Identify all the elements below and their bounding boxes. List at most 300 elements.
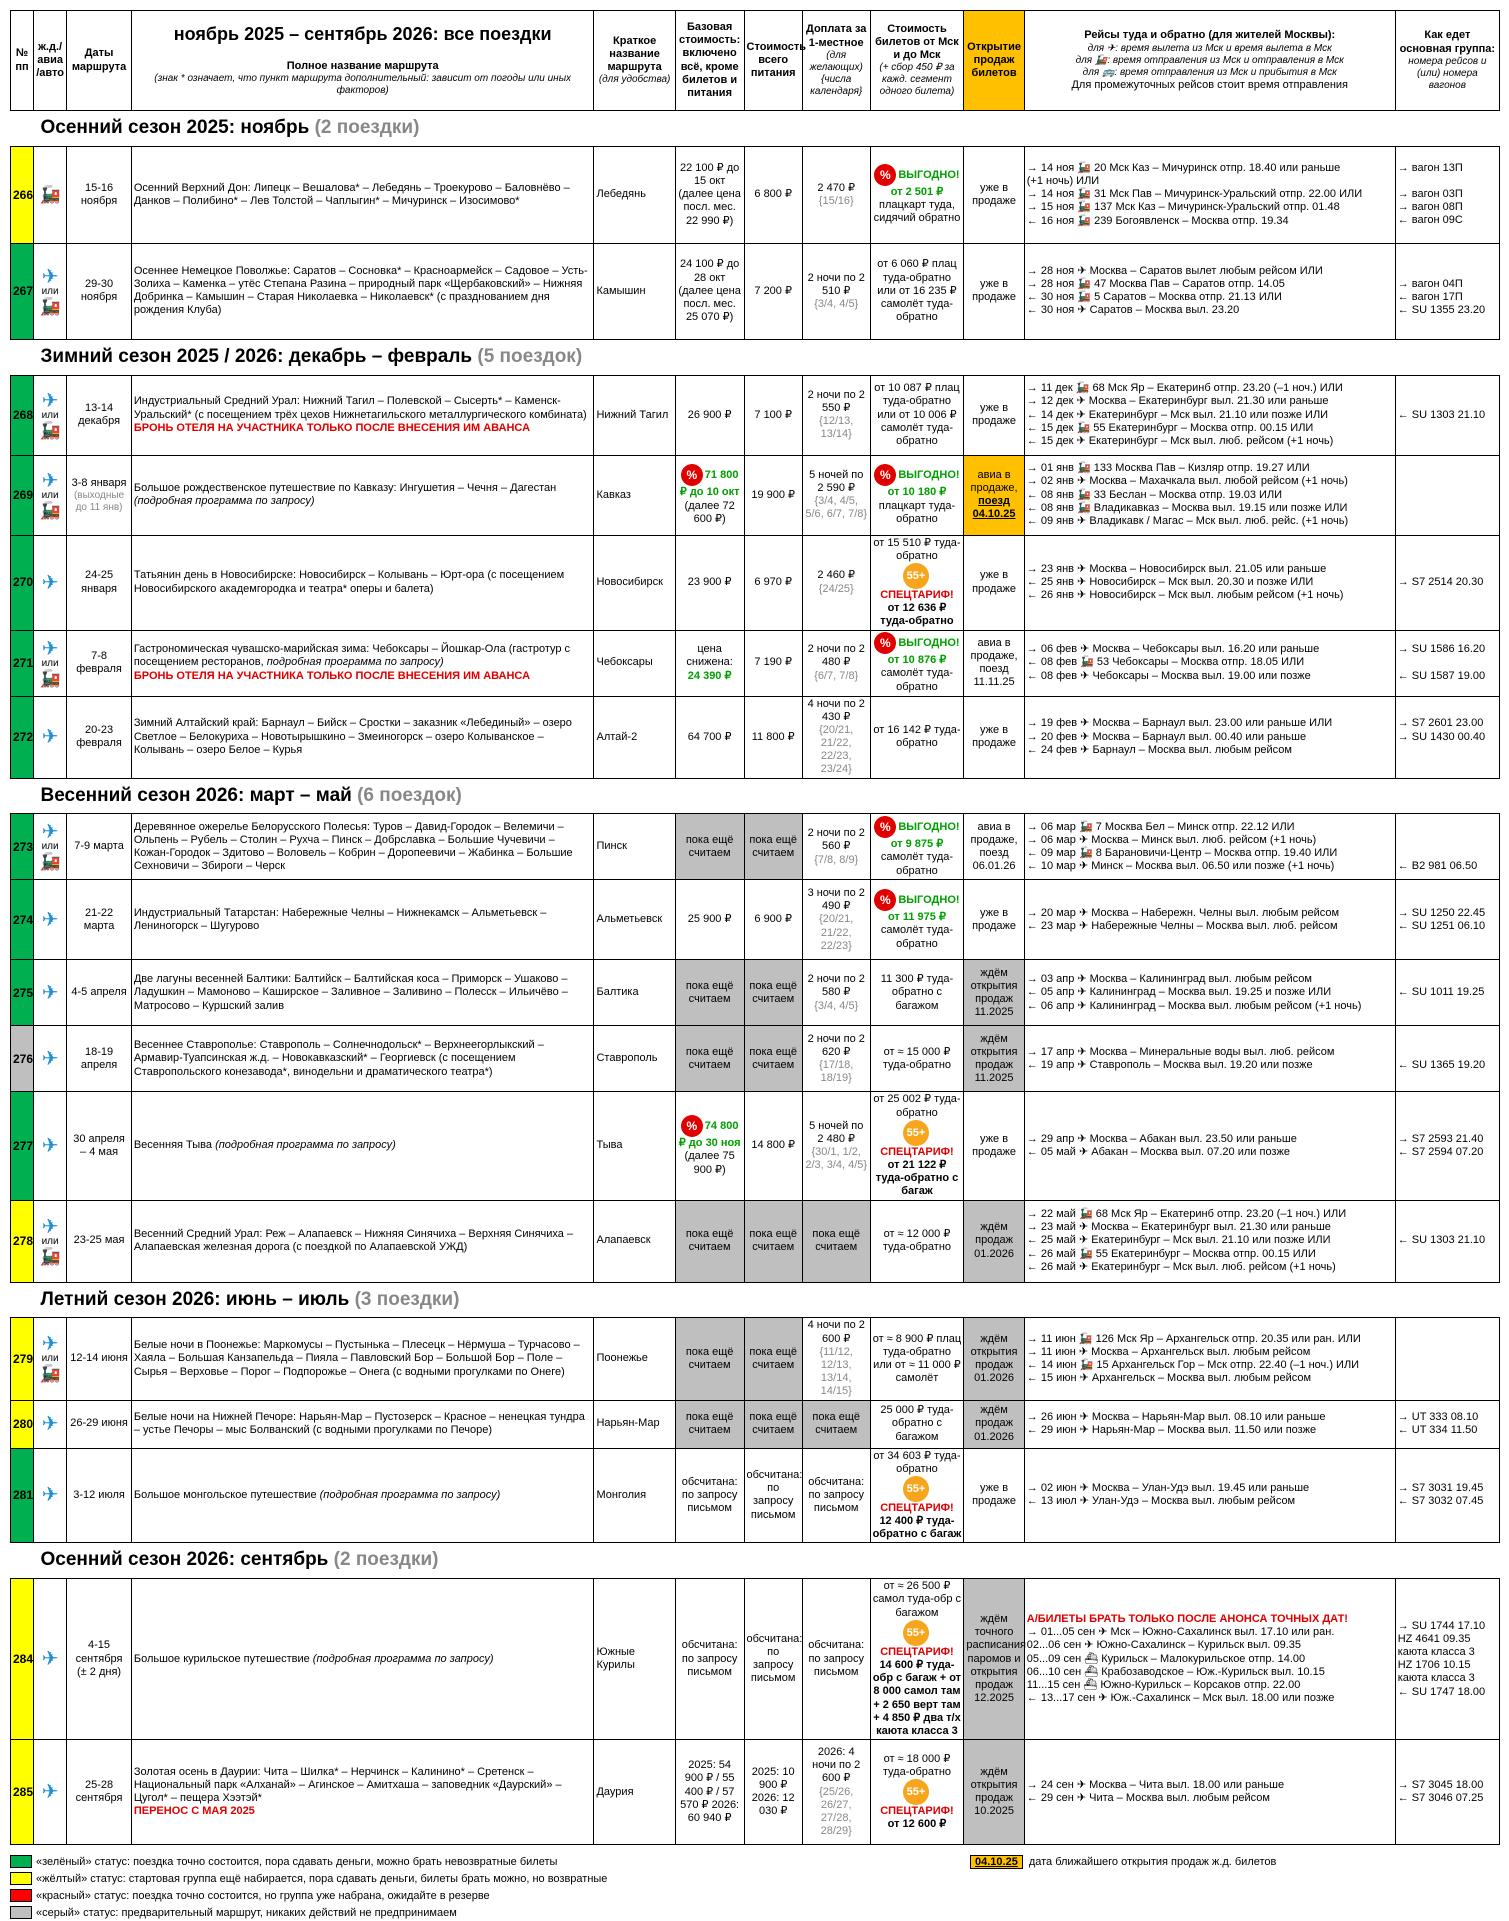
flight-line: ← 15 июн ✈ Архангельск – Москва выл. любым рейсом [1026, 1372, 1312, 1385]
text: ждём точного расписания паромов и открытия продаж 12.2025 [966, 1613, 1026, 1705]
text: цена снижена: [686, 643, 733, 669]
plane-icon: ✈ [41, 1135, 59, 1158]
text: уже в продаже [972, 278, 1017, 304]
trip-row [11, 1400, 1500, 1448]
group-flights [1395, 1740, 1499, 1845]
food-price [744, 696, 802, 778]
season-count: (2 поездки) [314, 117, 420, 138]
text: {11/12, 12/13, 13/14, 14/15} [819, 1345, 853, 1398]
text: Белые ночи в Поонежье: Маркомусы – Пустынька – Плесецк – Нёрмуша – Турчасово – Хаяла – Большая Канзапельда – Пияла – Павловский Бор – Большой Бор – Поле – Сырья – Верховье – Порог – Подпорожье – Онега (с водными прогулками по Онеге) [133, 1339, 580, 1378]
text: пока ещё считаем [749, 1345, 797, 1371]
group-line: → вагон 04П [1397, 278, 1463, 291]
flights-list [1024, 375, 1395, 455]
text: 64 700 ₽ [687, 730, 732, 743]
sales-open [964, 243, 1024, 339]
season-header [11, 1282, 1500, 1318]
route-name [131, 960, 594, 1026]
season-count: (2 поездки) [333, 1549, 439, 1571]
text: 3 ночи по 2 490 ₽ [807, 886, 865, 913]
flights-list [1024, 1400, 1395, 1448]
group-line: ← вагон 09С [1397, 214, 1463, 227]
group-line [1398, 1248, 1497, 1261]
text: ждём открытия продаж 10.2025 [970, 1765, 1018, 1818]
group-line: ← SU 1251 06.10 [1397, 919, 1486, 932]
text: 4-15 сентября (± 2 дня) [75, 1639, 123, 1678]
group-flights [1395, 814, 1499, 880]
short-name [594, 696, 675, 778]
text: 7 190 ₽ [754, 656, 792, 669]
flight-line: → 23 янв ✈ Москва – Новосибирск выл. 21.05 или раньше [1026, 562, 1327, 575]
text: 2026: 4 ночи по 2 600 ₽ [812, 1745, 861, 1785]
single-supplement [802, 375, 870, 455]
text: Индустриальный Средний Урал: Нижний Тагил – Полевской – Сысерть* – Каменск-Уральский* (с посещением трёх цехов Нижнетагильского металлургического комбината) [133, 395, 587, 421]
trip-dates [67, 1026, 132, 1092]
flight-line: → 17 апр ✈ Москва – Минеральные воды выл. люб. рейсом [1026, 1045, 1335, 1058]
text: от ≈ 8 900 ₽ плац туда-обратно или от ≈ 11 000 ₽ самолёт [872, 1332, 962, 1385]
flight-line: ← 26 янв ✈ Новосибирск – Мск выл. любым рейсом (+1 ночь) [1026, 589, 1344, 602]
route-name [131, 880, 594, 960]
trip-num: 270 [13, 575, 34, 590]
flight-line: ← 19 апр ✈ Ставрополь – Москва выл. 19.20 или позже [1026, 1058, 1313, 1071]
page-title: ноябрь 2025 – сентябрь 2026: все поездки [173, 24, 552, 45]
text: Поонежье [596, 1352, 648, 1365]
short-name [594, 1092, 675, 1200]
group-line [1398, 847, 1497, 860]
tickets-price [870, 535, 964, 630]
trip-dates [67, 243, 132, 339]
text: 14 600 ₽ туда-обр с багаж + от 8 000 самол там + 2 650 верт там + 4 850 ₽ два т/х каюта класса 3 [872, 1658, 962, 1737]
plane-icon: ✈ [41, 571, 59, 594]
flight-line: ← 16 ноя 🚂 239 Богоявленск – Москва отпр. 19.34 [1026, 214, 1289, 227]
text: ждём открытия продаж 11.2025 [970, 966, 1018, 1019]
group-flights [1395, 696, 1499, 778]
route-name [131, 146, 594, 243]
group-flights [1395, 1318, 1499, 1400]
flight-line: → 06 фев ✈ Москва – Чебоксары выл. 16.20 или раньше [1026, 643, 1320, 656]
or-label: или [41, 285, 59, 297]
text: пока ещё считаем [812, 1227, 861, 1254]
group-line [1398, 1372, 1497, 1385]
food-price [744, 1200, 802, 1282]
trip-number [11, 1026, 34, 1092]
flight-line: → 11 июн 🚂 126 Мск Яр – Архангельск отпр. 20.35 или ран. ИЛИ [1026, 1332, 1361, 1345]
group-line [1398, 1000, 1497, 1013]
text: 7 100 ₽ [754, 408, 792, 421]
table-header [11, 11, 1500, 111]
group-line: ← SU 1355 23.20 [1397, 304, 1486, 317]
train-icon: 🚂 [39, 500, 61, 520]
single-supplement [802, 146, 870, 243]
text: от 2 501 ₽ [890, 186, 944, 199]
flights-list [1024, 1579, 1395, 1740]
train-icon: 🚂 [39, 420, 61, 440]
short-name [594, 1579, 675, 1740]
text: от 21 122 ₽ туда-обратно с багаж [875, 1159, 959, 1198]
text: 3-12 июля [73, 1488, 125, 1501]
transport-icons [33, 1740, 66, 1845]
trip-num: 275 [13, 985, 34, 1000]
flights-warning: А/БИЛЕТЫ БРАТЬ ТОЛЬКО ПОСЛЕ АНОНСА ТОЧНЫХ ДАТ! [1026, 1613, 1348, 1626]
flights-list [1024, 880, 1395, 960]
flight-line: → 28 ноя 🚂 47 Москва Пав – Саратов отпр. 14.05 [1026, 278, 1285, 291]
legend-red: «красный» статус: поездка точно состоится, но группа уже набрана, ожидайте в резерве [10, 1887, 1509, 1904]
text: Даурия [596, 1785, 634, 1798]
single-supplement [802, 1448, 870, 1543]
short-name [594, 1400, 675, 1448]
text: 12 400 ₽ туда-обратно с багаж [872, 1515, 962, 1541]
group-line: ← SU 1747 18.00 [1397, 1685, 1486, 1698]
tickets-price [870, 880, 964, 960]
flight-line: ← 09 янв ✈ Владикавк / Магас – Мск выл. люб. рейс. (+1 ночь) [1026, 514, 1349, 527]
plane-icon: ✈ [41, 1413, 59, 1435]
tickets-price [870, 814, 964, 880]
text: Камышин [596, 284, 646, 297]
text: плацкарт туда-обратно [878, 499, 956, 525]
trip-num: 284 [13, 1651, 34, 1666]
group-line: ← SU 1365 19.20 [1397, 1058, 1486, 1071]
group-line [1398, 265, 1497, 278]
plane-icon: ✈ [41, 821, 59, 844]
single-supplement [802, 696, 870, 778]
flights-list [1024, 630, 1395, 696]
text: {7/8, 8/9} [814, 853, 859, 866]
flight-line: ← 10 мар ✈ Минск – Москва выл. 06.50 или позже (+1 ночь) [1026, 860, 1335, 873]
group-flights [1395, 630, 1499, 696]
text: обсчитана: по запросу письмом [746, 1632, 803, 1685]
sales-open [964, 814, 1024, 880]
sales-open [964, 960, 1024, 1026]
text: от 34 603 ₽ туда-обратно [873, 1449, 961, 1475]
transport-icons [33, 455, 66, 535]
season-title [11, 111, 1500, 147]
flights-list [1024, 1448, 1395, 1543]
sales-open [964, 1026, 1024, 1092]
group-line: → S7 2601 23.00 [1397, 717, 1484, 730]
trip-num: 285 [13, 1784, 34, 1799]
or-label: или [41, 489, 59, 501]
text: от 11 975 ₽ [887, 911, 946, 924]
trip-num: 268 [13, 407, 34, 422]
trip-row [11, 535, 1500, 630]
base-price [675, 960, 744, 1026]
discount-icon: % [681, 1115, 703, 1137]
plane-icon: ✈ [41, 389, 59, 412]
group-line [1398, 1208, 1497, 1221]
flight-line: → 11 июн ✈ Москва – Архангельск выл. любым рейсом [1026, 1345, 1311, 1358]
season-name: Летний сезон 2026: июнь – июль [40, 1288, 350, 1310]
text: пока ещё считаем [685, 1410, 734, 1436]
flight-line: → 03 апр ✈ Москва – Калининград выл. любым рейсом [1026, 973, 1312, 986]
season-count: (5 поездок) [477, 345, 583, 367]
text: пока ещё считаем [749, 1410, 797, 1436]
text: 11 800 ₽ [751, 730, 795, 743]
trip-number [11, 146, 34, 243]
group-flights [1395, 1448, 1499, 1543]
plane-icon: ✈ [41, 726, 59, 749]
flight-line: → 06 мар ✈ Москва – Минск выл. люб. рейсом (+1 ночь) [1026, 833, 1317, 846]
text: {20/21, 21/22, 22/23} [819, 913, 854, 952]
text: {25/26, 26/27, 27/28, 28/29} [819, 1785, 854, 1838]
sales-open [964, 1400, 1024, 1448]
group-line [1398, 563, 1497, 576]
flight-line: → 20 фев ✈ Москва – Барнаул выл. 00.40 или раньше [1026, 730, 1307, 743]
text: Золотая осень в Даурии: Чита – Шилка* – Нерчинск – Калинино* – Сретенск – Национальный парк «Алханай» – Агинское – Амитхаша – заповедник «Даурский» – Цугол* – пещера Хээтэй* [133, 1765, 562, 1805]
text: ВЫГОДНО! [898, 469, 960, 482]
food-price [744, 1400, 802, 1448]
text: {3/4, 4/5} [814, 999, 859, 1012]
short-name [594, 1740, 675, 1845]
base-price [675, 243, 744, 339]
transport-icons [33, 1579, 66, 1740]
text: 24 390 ₽ [687, 669, 732, 682]
text: 7-8 февраля [76, 649, 122, 676]
short-name [594, 375, 675, 455]
route-name [131, 1200, 594, 1282]
text: 18-19 апреля [80, 1045, 118, 1071]
short-name [594, 880, 675, 960]
group-flights [1395, 375, 1499, 455]
text: Осеннее Немецкое Поволжье: Саратов – Сосновка* – Красноармейск – Садовое – Усть-Золиха – Каменка – утёс Степана Разина – природный парк «Щербаковский» – Нижняя Добринка – Камышин – Старая Николаевка – Николаевск* (с празднованием дня рождения Клуба) [133, 264, 588, 317]
text: 21-22 марта [83, 906, 115, 932]
transport-icons [33, 535, 66, 630]
text: ВЫГОДНО! [898, 168, 960, 181]
group-line: → S7 2593 21.40 [1397, 1132, 1484, 1145]
tickets-price [870, 455, 964, 535]
text: 6 900 ₽ [754, 913, 792, 926]
single-supplement [802, 535, 870, 630]
discount-icon: % [681, 464, 703, 486]
trips-table [10, 10, 1500, 1845]
flight-line: (+1 ночь) ИЛИ [1026, 175, 1100, 188]
trip-num: 269 [13, 487, 34, 502]
base-price [675, 146, 744, 243]
flight-line: ← 30 ноя 🚂 5 Саратов – Москва отпр. 21.13 ИЛИ [1026, 291, 1282, 304]
text: от ≈ 26 500 ₽ самол туда-обр с багажом [872, 1580, 962, 1619]
text: Большое монгольское путешествие [133, 1488, 317, 1501]
food-price [744, 1740, 802, 1845]
text: ждём продаж 01.2026 [974, 1404, 1014, 1443]
base-price [675, 1579, 744, 1740]
text: 71 800 ₽ до 10 окт [679, 469, 740, 499]
text: 6 800 ₽ [754, 188, 792, 201]
age-55-icon: 55+ [903, 1120, 929, 1146]
trip-row [11, 146, 1500, 243]
or-label: или [41, 1235, 59, 1247]
sales-open [964, 146, 1024, 243]
season-header [11, 1543, 1500, 1579]
short-name [594, 1200, 675, 1282]
single-supplement [802, 880, 870, 960]
trip-row [11, 1448, 1500, 1543]
group-flights [1395, 146, 1499, 243]
route-name [131, 1318, 594, 1400]
group-line: ← SU 1011 19.25 [1397, 986, 1485, 999]
trip-dates [67, 630, 132, 696]
flights-list [1024, 455, 1395, 535]
trip-row [11, 1092, 1500, 1200]
flight-line: ← 15 дек ✈ Екатеринбург – Мск выл. люб. рейсом (+1 ночь) [1026, 434, 1334, 447]
group-line: → SU 1250 22.45 [1397, 906, 1486, 919]
tickets-price [870, 1318, 964, 1400]
transport-icons [33, 1026, 66, 1092]
text: (подробная программа по запросу) [319, 1488, 501, 1501]
flights-list [1024, 814, 1395, 880]
flight-line: → 14 ноя 🚂 31 Мск Пав – Мичуринск-Уральский отпр. 22.00 ИЛИ [1026, 188, 1363, 201]
text: (выходные до 11 янв) [73, 489, 125, 513]
col-open: Открытие продаж билетов [964, 11, 1024, 111]
sales-open [964, 1740, 1024, 1845]
trip-dates [67, 1740, 132, 1845]
group-line: ← S7 3046 07.25 [1397, 1792, 1484, 1805]
group-line [1398, 1261, 1497, 1274]
short-name [594, 455, 675, 535]
group-flights [1395, 1026, 1499, 1092]
text: от 16 142 ₽ туда-обратно [873, 723, 961, 750]
plane-icon: ✈ [41, 1648, 59, 1671]
text: {12/13, 13/14} [819, 415, 854, 441]
food-price [744, 880, 802, 960]
flights-list [1024, 1318, 1395, 1400]
or-label: или [41, 841, 59, 853]
group-line [1398, 463, 1497, 476]
tickets-price [870, 375, 964, 455]
single-supplement [802, 630, 870, 696]
route-name [131, 814, 594, 880]
legend-green: «зелёный» статус: поездка точно состоится, пора сдавать деньги, можно брать невозвратные билеты [10, 1853, 1509, 1870]
group-line: → SU 1430 00.40 [1397, 730, 1486, 743]
text: Лебедянь [596, 188, 646, 201]
sales-open [964, 1448, 1024, 1543]
group-line: ← B2 981 06.50 [1397, 859, 1478, 872]
sales-open [964, 1579, 1024, 1740]
text: 2025: 10 900 ₽ 2026: 12 030 ₽ [751, 1765, 795, 1818]
group-flights [1395, 960, 1499, 1026]
tickets-price [870, 1026, 964, 1092]
trip-number [11, 960, 34, 1026]
text: Большое рождественское путешествие по Кавказу: Ингушетия – Чечня – Дагестан [133, 481, 557, 494]
tickets-price [870, 243, 964, 339]
text: Деревянное ожерелье Белорусского Полесья: Туров – Давид-Городок – Велемичи – Ольпень – Рубель – Столин – Рухча – Пинск – Добрславка – Большие Чучевичи – Кожан-Городок – Здитово – Воловель – Кобрин – Доропеевичи – Жабинка – Большие Сехновичи – Збироги – Черск [133, 820, 573, 873]
single-supplement [802, 960, 870, 1026]
text: от 15 510 ₽ туда-обратно [873, 536, 961, 562]
trip-dates [67, 375, 132, 455]
text: обсчитана: по запросу письмом [808, 1475, 865, 1515]
flight-line: ← 08 янв 🚂 Владикавказ – Москва выл. 19.15 или позже ИЛИ [1026, 501, 1348, 514]
text: 5 ночей по 2 480 ₽ [809, 1119, 864, 1145]
route-warning: БРОНЬ ОТЕЛЯ НА УЧАСТНИКА ТОЛЬКО ПОСЛЕ ВНЕСЕНИЯ ИМ АВАНСА [133, 421, 531, 434]
text: 26 900 ₽ [687, 408, 732, 421]
text: 2 ночи по 2 480 ₽ [807, 643, 865, 669]
text: уже в продаже [972, 723, 1017, 750]
base-price [675, 1318, 744, 1400]
sales-open [964, 535, 1024, 630]
text: авиа в продаже, [970, 468, 1018, 494]
sales-open [964, 1200, 1024, 1282]
text: Тыва [596, 1139, 623, 1152]
flight-line: ← 05 май ✈ Абакан – Москва выл. 07.20 или позже [1026, 1146, 1290, 1159]
trip-row [11, 243, 1500, 339]
col-short: Краткое название маршрута (для удобства) [594, 11, 675, 111]
discount-icon: % [874, 464, 896, 486]
flights-list [1024, 146, 1395, 243]
discount-icon: % [874, 164, 896, 186]
text: Южные Курилы [596, 1645, 636, 1672]
short-name [594, 535, 675, 630]
flight-line: → 01 янв 🚂 133 Москва Пав – Кизляр отпр. 19.27 ИЛИ [1026, 462, 1310, 475]
flights-list [1024, 1026, 1395, 1092]
group-line [1398, 657, 1497, 670]
age-55-icon: 55+ [903, 563, 929, 589]
base-price [675, 455, 744, 535]
text: (подробная программа по запросу) [133, 495, 315, 508]
text: СПЕЦТАРИФ! [880, 1645, 954, 1658]
food-price [744, 814, 802, 880]
flight-line: → 12 дек ✈ Москва – Екатеринбург выл. 21.30 или раньше [1026, 395, 1329, 408]
transport-icons [33, 1448, 66, 1543]
route-name [131, 375, 594, 455]
food-price [744, 535, 802, 630]
trip-number [11, 1740, 34, 1845]
tickets-price [870, 1200, 964, 1282]
col-food: Стоимость всего питания [744, 11, 802, 111]
trip-num: 271 [13, 655, 34, 670]
flight-line: ← 09 мар 🚂 8 Барановичи-Центр – Москва отпр. 19.40 ИЛИ [1026, 846, 1338, 859]
col-tickets: Стоимость билетов от Мск и до Мск (+ сбор 450 ₽ за кажд. сегмент одного билета) [870, 11, 964, 111]
text: ВЫГОДНО! [898, 894, 960, 907]
food-price [744, 1579, 802, 1740]
trip-number [11, 1579, 34, 1740]
text: ВЫГОДНО! [898, 637, 960, 650]
group-line [1398, 1359, 1497, 1372]
flights-list [1024, 696, 1395, 778]
train-icon: 🚂 [39, 1364, 61, 1384]
base-price [675, 1448, 744, 1543]
text: 7-9 марта [74, 840, 124, 853]
group-line: → SU 1586 16.20 [1397, 643, 1486, 656]
flight-line: ← 08 янв 🚂 33 Беслан – Москва отпр. 19.03 ИЛИ [1026, 488, 1283, 501]
flight-line: → 14 ноя 🚂 20 Мск Каз – Мичуринск отпр. 18.40 или раньше [1026, 161, 1341, 174]
text: Чебоксары [596, 656, 653, 669]
group-line: → вагон 03П [1397, 188, 1463, 201]
group-line [1398, 1046, 1497, 1059]
sales-open [964, 1318, 1024, 1400]
single-supplement [802, 1400, 870, 1448]
text: 12-14 июня [70, 1352, 128, 1365]
trip-num: 272 [13, 729, 34, 744]
text: СПЕЦТАРИФ! [880, 1145, 954, 1158]
single-supplement [802, 1092, 870, 1200]
food-price [744, 960, 802, 1026]
food-price [744, 146, 802, 243]
food-price [744, 1092, 802, 1200]
group-line: ← SU 1303 21.10 [1397, 1234, 1486, 1247]
plane-icon: ✈ [41, 265, 59, 288]
group-line [1398, 175, 1497, 188]
group-line: ← SU 1587 19.00 [1397, 669, 1486, 682]
trip-dates [67, 146, 132, 243]
train-icon: 🚂 [39, 296, 61, 316]
text: пока ещё считаем [749, 1227, 797, 1254]
plane-icon: ✈ [41, 469, 59, 492]
text: 19 900 ₽ [751, 488, 796, 501]
text: самолёт туда-обратно [880, 851, 954, 877]
group-flights [1395, 1400, 1499, 1448]
text: Пинск [596, 840, 627, 853]
group-line [1398, 489, 1497, 502]
base-price [675, 1400, 744, 1448]
season-name: Зимний сезон 2025 / 2026: декабрь – февраль [40, 345, 473, 367]
text: от 12 636 ₽ туда-обратно [880, 602, 954, 628]
